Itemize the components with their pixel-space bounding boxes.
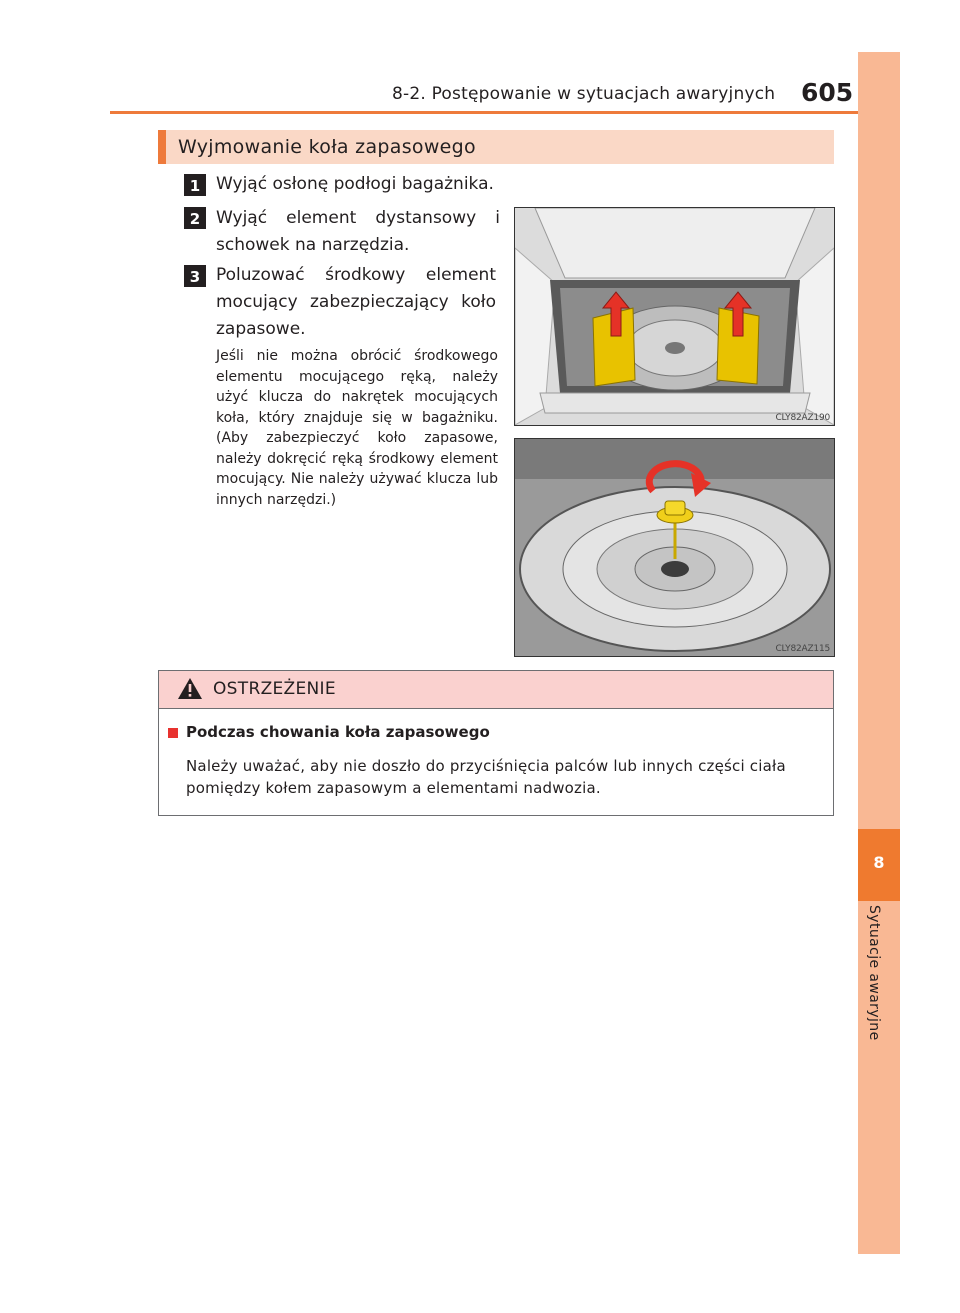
chapter-title-vertical (858, 905, 900, 1085)
warning-bullet (168, 728, 178, 738)
spare-wheel-fastener-illustration (514, 438, 835, 657)
step-note: Jeśli nie można obrócić środkowego elementu mocującego ręką, należy użyć klucza do nakrętek mocujących koła, który znajduje się w bagażniku. (Aby zabezpieczyć koło zapasowe, należy dokręcić ręką środkowy element mocujący. Nie należy używać klucza lub innych narzędzi.) (216, 348, 498, 508)
section-title: Wyjmowanie koła zapasowego (178, 136, 476, 158)
section-heading (158, 130, 834, 164)
page-number: 605 (801, 78, 854, 107)
header-rule (110, 111, 900, 114)
step-number: 3 (184, 265, 206, 287)
step-text: Poluzować środkowy element mocujący zabezpieczający koło zapasowe. (216, 265, 496, 339)
warning-title: OSTRZEŻENIE (213, 679, 336, 699)
chapter-title: Sytuacje awaryjne (866, 905, 882, 1041)
step-number: 1 (184, 174, 206, 196)
figure-code: CLY82AZ115 (775, 644, 830, 654)
step-text: Wyjąć element dystansowy i schowek na narzędzia. (216, 208, 500, 255)
chapter-number: 8 (873, 853, 885, 872)
warning-box (158, 670, 834, 816)
trunk-illustration-svg (515, 208, 834, 425)
step-number: 2 (184, 207, 206, 229)
trunk-spare-wheel-illustration (514, 207, 835, 426)
warning-text: Należy uważać, aby nie doszło do przyciśnięcia palców lub innych części ciała pomiędzy kołem zapasowym a elementami nadwozia. (186, 757, 786, 797)
running-header: 8-2. Postępowanie w sytuacjach awaryjnych (392, 84, 776, 104)
wheel-illustration-svg (515, 439, 834, 656)
warning-triangle-icon (177, 677, 203, 700)
figure-code: CLY82AZ190 (775, 413, 830, 423)
warning-header (159, 671, 833, 709)
warning-subtitle: Podczas chowania koła zapasowego (186, 723, 490, 741)
step-text: Wyjąć osłonę podłogi bagażnika. (216, 174, 494, 194)
